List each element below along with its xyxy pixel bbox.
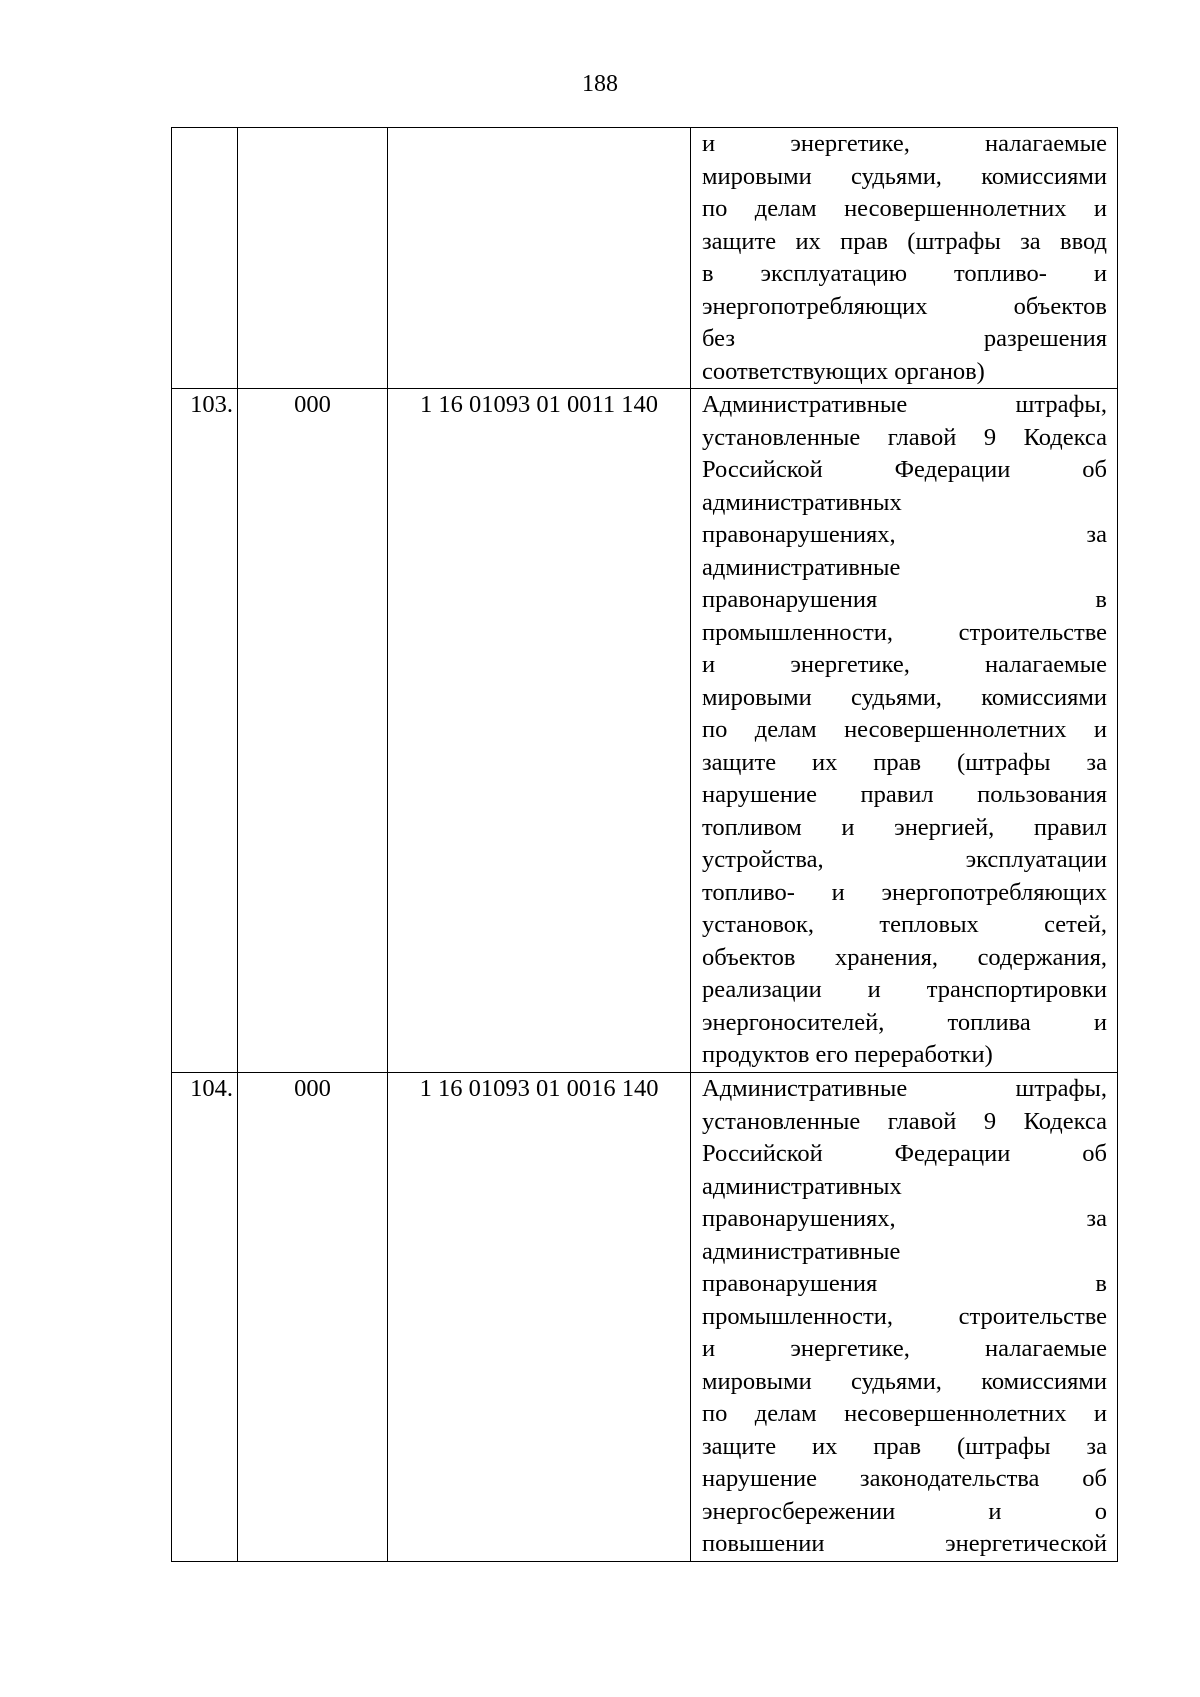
description-cell bbox=[691, 128, 1118, 389]
description-line: и энергетике, налагаемые bbox=[702, 130, 1107, 157]
admin-code-cell: 000 bbox=[238, 1073, 388, 1562]
row-number-cell bbox=[172, 128, 238, 389]
description-line: мировыми судьями, комиссиями bbox=[702, 162, 1107, 190]
description-line: и энергетике, налагаемые bbox=[702, 1335, 1107, 1362]
description-line: в эксплуатацию топливо- и bbox=[702, 260, 1107, 287]
table-row bbox=[172, 389, 1118, 1073]
description-line: по делам несовершеннолетних и bbox=[702, 195, 1107, 222]
description-line: правонарушениях, за bbox=[702, 1205, 1107, 1232]
description-line: без разрешения bbox=[702, 325, 1107, 352]
page-number: 188 bbox=[582, 71, 618, 97]
description-line: Российской Федерации об bbox=[702, 456, 1107, 483]
description-line: топливом и энергией, правил bbox=[702, 813, 1107, 841]
description-line: устройства, эксплуатации bbox=[702, 846, 1107, 873]
description-line: нарушение правил пользования bbox=[702, 781, 1107, 808]
description-line: нарушение законодательства об bbox=[702, 1465, 1107, 1492]
kbk-code-cell bbox=[388, 128, 691, 389]
description-line: объектов хранения, содержания, bbox=[702, 943, 1107, 971]
kbk-code-cell: 1 16 01093 01 0011 140 bbox=[388, 389, 691, 1073]
description-cell bbox=[691, 1073, 1118, 1562]
table-row bbox=[172, 128, 1118, 389]
description-line: Административные штрафы, bbox=[702, 1075, 1107, 1102]
admin-code-cell: 000 bbox=[238, 389, 388, 1073]
kbk-code-cell: 1 16 01093 01 0016 140 bbox=[388, 1073, 691, 1562]
description-cell bbox=[691, 389, 1118, 1073]
description-line: и энергетике, налагаемые bbox=[702, 651, 1107, 678]
description-line: энергоносителей, топлива и bbox=[702, 1008, 1107, 1036]
description-line: энергопотребляющих объектов bbox=[702, 292, 1107, 320]
description-line: установок, тепловых сетей, bbox=[702, 911, 1107, 938]
row-number-cell: 103. bbox=[172, 389, 238, 1073]
row-number-cell: 104. bbox=[172, 1073, 238, 1562]
description-line: правонарушения в bbox=[702, 1270, 1107, 1297]
table-row bbox=[172, 1073, 1118, 1562]
description-line: административных bbox=[702, 1172, 902, 1200]
description-line: промышленности, строительстве bbox=[702, 618, 1107, 646]
admin-code-cell bbox=[238, 128, 388, 389]
description-line: Административные штрафы, bbox=[702, 391, 1107, 418]
description-line: реализации и транспортировки bbox=[702, 976, 1107, 1003]
description-line: мировыми судьями, комиссиями bbox=[702, 1367, 1107, 1395]
description-line: энергосбережении и о bbox=[702, 1497, 1107, 1525]
description-line: административные bbox=[702, 553, 901, 581]
description-line: промышленности, строительстве bbox=[702, 1302, 1107, 1330]
budget-codes-table bbox=[171, 127, 1118, 1562]
description-line: установленные главой 9 Кодекса bbox=[702, 423, 1107, 451]
description-line: административные bbox=[702, 1237, 901, 1265]
description-line: правонарушениях, за bbox=[702, 521, 1107, 548]
description-line: Российской Федерации об bbox=[702, 1140, 1107, 1167]
description-line: защите их прав (штрафы за bbox=[702, 748, 1107, 776]
description-line: по делам несовершеннолетних и bbox=[702, 716, 1107, 743]
description-line: продуктов его переработки) bbox=[702, 1041, 993, 1068]
description-line: топливо- и энергопотребляющих bbox=[702, 878, 1107, 906]
description-line: соответствующих органов) bbox=[702, 357, 985, 385]
description-line: защите их прав (штрафы за bbox=[702, 1432, 1107, 1460]
description-line: повышении энергетической bbox=[702, 1530, 1107, 1557]
description-line: по делам несовершеннолетних и bbox=[702, 1400, 1107, 1427]
description-line: установленные главой 9 Кодекса bbox=[702, 1107, 1107, 1135]
description-line: административных bbox=[702, 488, 902, 516]
description-line: защите их прав (штрафы за ввод bbox=[702, 227, 1107, 255]
description-line: правонарушения в bbox=[702, 586, 1107, 613]
description-line: мировыми судьями, комиссиями bbox=[702, 683, 1107, 711]
